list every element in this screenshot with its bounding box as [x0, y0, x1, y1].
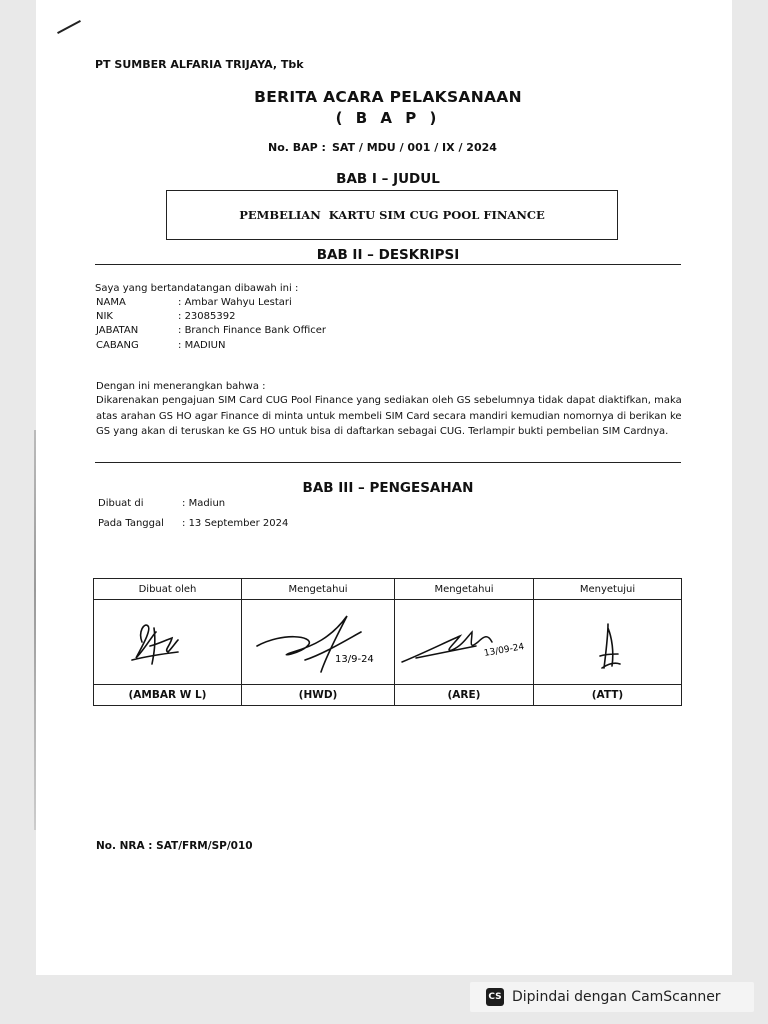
statement-intro: Dengan ini menerangkan bahwa :	[96, 381, 266, 392]
tanggal-label: Pada Tanggal	[98, 518, 164, 529]
divider	[95, 264, 681, 265]
signature-date-note: 13/9-24	[335, 654, 374, 665]
signatory-name: (HWD)	[242, 685, 395, 706]
signature-cell	[395, 600, 534, 685]
handwritten-signature	[396, 602, 532, 682]
section-heading-judul: BAB I – JUDUL	[336, 171, 440, 187]
document-number-label: No. BAP :	[268, 141, 326, 154]
document-title: BERITA ACARA PELAKSANAAN	[254, 88, 522, 106]
field-label: JABATAN	[96, 325, 139, 336]
field-value: : Ambar Wahyu Lestari	[178, 297, 292, 308]
tanggal-value: : 13 September 2024	[182, 518, 288, 529]
section-heading-pengesahan: BAB III – PENGESAHAN	[302, 480, 474, 496]
field-nama	[96, 297, 292, 308]
signatory-intro: Saya yang bertandatangan dibawah ini :	[95, 283, 299, 294]
field-value: : MADIUN	[178, 340, 225, 351]
camscanner-badge	[470, 982, 754, 1012]
signature-role: Mengetahui	[395, 579, 534, 600]
field-value: : Branch Finance Bank Officer	[178, 325, 326, 336]
tanggal	[98, 518, 288, 529]
judul-box	[166, 190, 618, 240]
document-subtitle: ( B A P )	[335, 109, 441, 127]
nra-number: No. NRA : SAT/FRM/SP/010	[96, 840, 253, 852]
dibuat-di-label: Dibuat di	[98, 498, 144, 509]
signature-role: Dibuat oleh	[94, 579, 242, 600]
field-value: : 23085392	[178, 311, 235, 322]
field-label: NAMA	[96, 297, 126, 308]
divider	[95, 462, 681, 463]
handwritten-signature	[98, 602, 238, 682]
signature-table	[93, 578, 682, 706]
document-number	[268, 141, 497, 154]
signature-cell	[534, 600, 682, 685]
camscanner-icon: CS	[486, 988, 504, 1006]
field-label: NIK	[96, 311, 113, 322]
section-heading-deskripsi: BAB II – DESKRIPSI	[316, 247, 460, 263]
signature-cell	[242, 600, 395, 685]
signatory-name: (AMBAR W L)	[94, 685, 242, 706]
signature-cell	[94, 600, 242, 685]
document-number-value: SAT / MDU / 001 / IX / 2024	[331, 141, 497, 154]
handwritten-signature	[538, 602, 678, 682]
dibuat-di-value: : Madiun	[182, 498, 225, 509]
dibuat-di	[98, 498, 225, 509]
signature-date-note: 13/09-24	[483, 642, 526, 660]
field-cabang	[96, 340, 225, 351]
signature-role: Menyetujui	[534, 579, 682, 600]
field-label: CABANG	[96, 340, 139, 351]
statement-paragraph: Dikarenakan pengajuan SIM Card CUG Pool Finance yang sediakan oleh GS sebelumnya tidak dapat diaktifkan, maka atas arahan GS HO agar Finance di minta untuk membeli SIM Card secara mandiri kemudian nomornya di berikan ke GS yang akan di teruskan ke GS HO untuk bisa di daftarkan sebagai CUG. Terlampir bukti pembelian SIM Cardnya.	[96, 395, 682, 437]
company-name: PT SUMBER ALFARIA TRIJAYA, Tbk	[95, 58, 304, 71]
signatory-name: (ATT)	[534, 685, 682, 706]
handwritten-signature	[243, 602, 393, 682]
field-jabatan	[96, 325, 326, 336]
field-nik	[96, 311, 235, 322]
camscanner-label: Dipindai dengan CamScanner	[512, 989, 721, 1005]
signatory-name: (ARE)	[395, 685, 534, 706]
signature-role: Mengetahui	[242, 579, 395, 600]
judul-text: PEMBELIAN KARTU SIM CUG POOL FINANCE	[239, 208, 545, 222]
